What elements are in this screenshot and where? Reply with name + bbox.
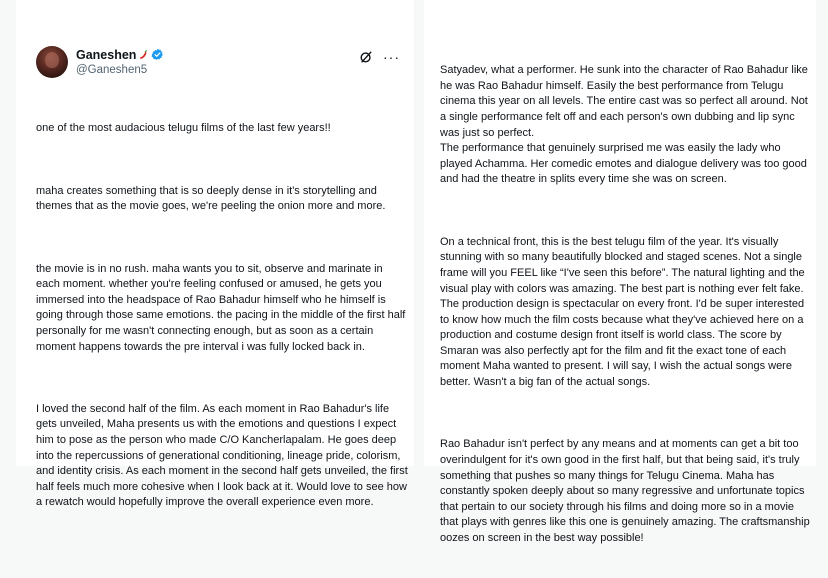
grok-icon[interactable] [359,50,373,64]
post-paragraph: one of the most audacious telugu films of the last few years!! [36,122,331,135]
chili-pepper-icon [138,50,148,60]
post-paragraph: Rao Bahadur isn't perfect by any means and at moments can get a bit too overindulgent for it's own good in the first half, but that being said, it's truly something that pushes so many things for Telugu Cinema. Maha has constantly spoken deeply about so many regressive and unfortunate topics that pertain to our society through his films and doing more so in a movie that plays with genres like this one is genuinely amazing. The craftsmanship oozes on screen in the best way possible! [440,438,813,544]
post-paragraph: maha creates something that is so deeply dense in it's storytelling and themes that as the movie goes, we're peeling the onion more and more. [36,184,386,213]
post-header [36,44,400,84]
post-paragraph: the movie is in no rush. maha wants you to sit, observe and marinate in each moment. whether you're feeling confused or amused, he gets you immersed into the headspace of Rao Bahadur himself who he himself is going through those same emotions. the pacing in the middle of the first half personally for me wasn't connecting enough, but as soon as a certain moment happens towards the pre interval i was fully locked back in. [36,262,409,353]
avatar[interactable] [36,46,68,78]
author-block[interactable] [76,46,164,76]
right-post-card [424,0,816,544]
handle[interactable]: @Ganeshen5 [76,64,148,76]
header-actions [359,50,400,64]
post-paragraph: Satyadev, what a performer. He sunk into the character of Rao Bahadur like he was Rao Bahadur himself. Easily the best performance from Telugu cinema this year on all levels. The entire cast was so perfect all around. Not a single performance felt off and each person's own dubbing and lip sync was just so perfect. The performance that genuinely surprised me was easily the lady who played Achamma. Her comedic emotes and dialogue delivery was too good and had the theatre in splits every time she was on screen. [440,64,808,186]
left-post-text [36,90,411,542]
post-paragraph: I loved the second half of the film. As each moment in Rao Bahadur's life gets unveiled, Maha presents us with the emotions and questions I expect him to pose as the person who made C/O Kancherlapalam. He goes deep into the repercussions of generational conditioning, lineage pride, colorism, and identity crisis. As each moment in the second half gets unveiled, the first half feels much more cohesive when I look back at it. Would love to see how a rewatch would hopefully improve the overall experience even more. [36,402,411,509]
post-paragraph: On a technical front, this is the best telugu film of the year. It's visually stunning with so many beautifully blocked and staged scenes. Not a single frame will you FEEL like “I've seen this before”. The natural lighting and the visual play with colors was amazing. The best part is nothing ever felt fake. The production design is spectacular on every front. I'd be super interested to know how much the film costs because what they've achieved here on a production and costume design front itself is world class. The score by Smaran was also perfectly apt for the film and fit the exact tone of each moment Maha wanted to present. I will say, I wish the actual songs were better. Wasn't a big fan of the actual songs. [440,235,808,389]
more-options-icon[interactable]: ··· [383,49,400,65]
verified-badge-icon [151,48,164,61]
left-post-card [16,0,414,509]
right-post-text [440,32,813,578]
display-name[interactable]: Ganeshen [76,47,137,62]
